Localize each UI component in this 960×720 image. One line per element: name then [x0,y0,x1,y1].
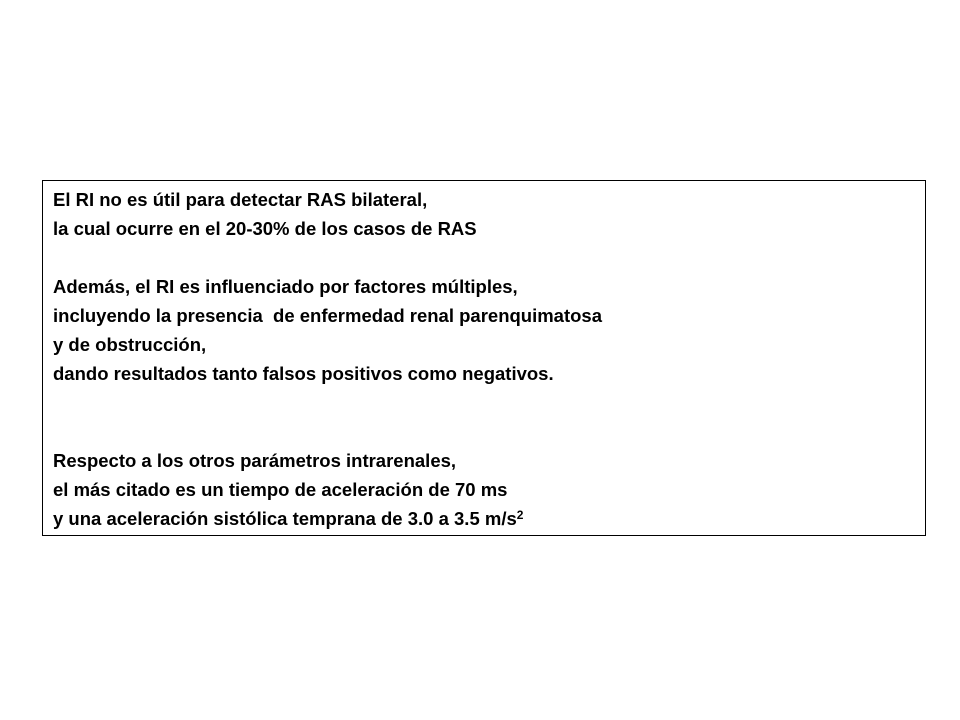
text-line: y de obstrucción, [53,334,207,355]
text-line: la cual ocurre en el 20-30% de los casos de RAS [53,218,477,239]
superscript-exponent: 2 [516,508,524,522]
text-line: y una aceleración sistólica temprana de 3.0 a 3.5 m/s [53,508,517,529]
text-line: el más citado es un tiempo de aceleración de 70 ms [53,479,508,500]
text-box [42,180,926,536]
text-line-with-superscript [53,504,915,533]
text-line: dando resultados tanto falsos positivos como negativos. [53,363,554,384]
paragraph-spacer [53,388,915,446]
paragraph-spacer [53,243,915,272]
text-line: Respecto a los otros parámetros intrarenales, [53,450,457,471]
text-line: incluyendo la presencia de enfermedad renal parenquimatosa [53,305,603,326]
text-line: Además, el RI es influenciado por factores múltiples, [53,276,518,297]
text-line: El RI no es útil para detectar RAS bilateral, [53,189,428,210]
